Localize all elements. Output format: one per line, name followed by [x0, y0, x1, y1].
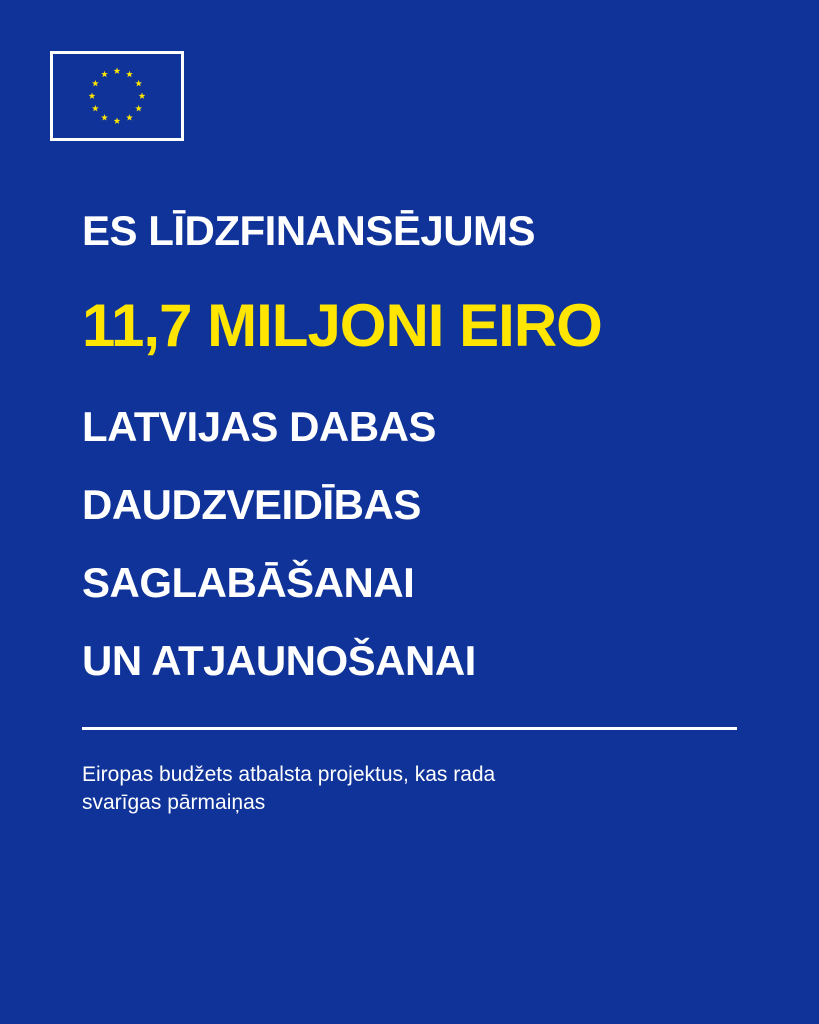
star-icon [101, 114, 108, 121]
caption-line-2: svarīgas pārmaiņas [82, 791, 266, 814]
divider [82, 727, 737, 730]
star-icon [135, 80, 142, 87]
cofinancing-heading: ES LĪDZFINANSĒJUMS [82, 207, 536, 254]
star-icon [89, 92, 96, 99]
star-icon [92, 105, 99, 112]
caption-text [82, 761, 722, 817]
star-icon [92, 80, 99, 87]
eu-flag-icon [50, 51, 184, 141]
star-icon [101, 71, 108, 78]
purpose-line-2: DAUDZVEIDĪBAS [82, 481, 421, 528]
funding-amount: 11,7 MILJONI EIRO [82, 292, 602, 359]
caption-line-1: Eiropas budžets atbalsta projektus, kas rada [82, 763, 496, 786]
star-icon [114, 67, 121, 74]
purpose-line-1: LATVIJAS DABAS [82, 403, 436, 450]
purpose-line-3: SAGLABĀŠANAI [82, 559, 415, 606]
star-icon [135, 105, 142, 112]
star-icon [114, 117, 121, 124]
star-icon [126, 114, 133, 121]
eu-stars-circle [53, 54, 181, 138]
star-icon [126, 71, 133, 78]
purpose-line-4: UN ATJAUNOŠANAI [82, 637, 476, 684]
star-icon [139, 92, 146, 99]
